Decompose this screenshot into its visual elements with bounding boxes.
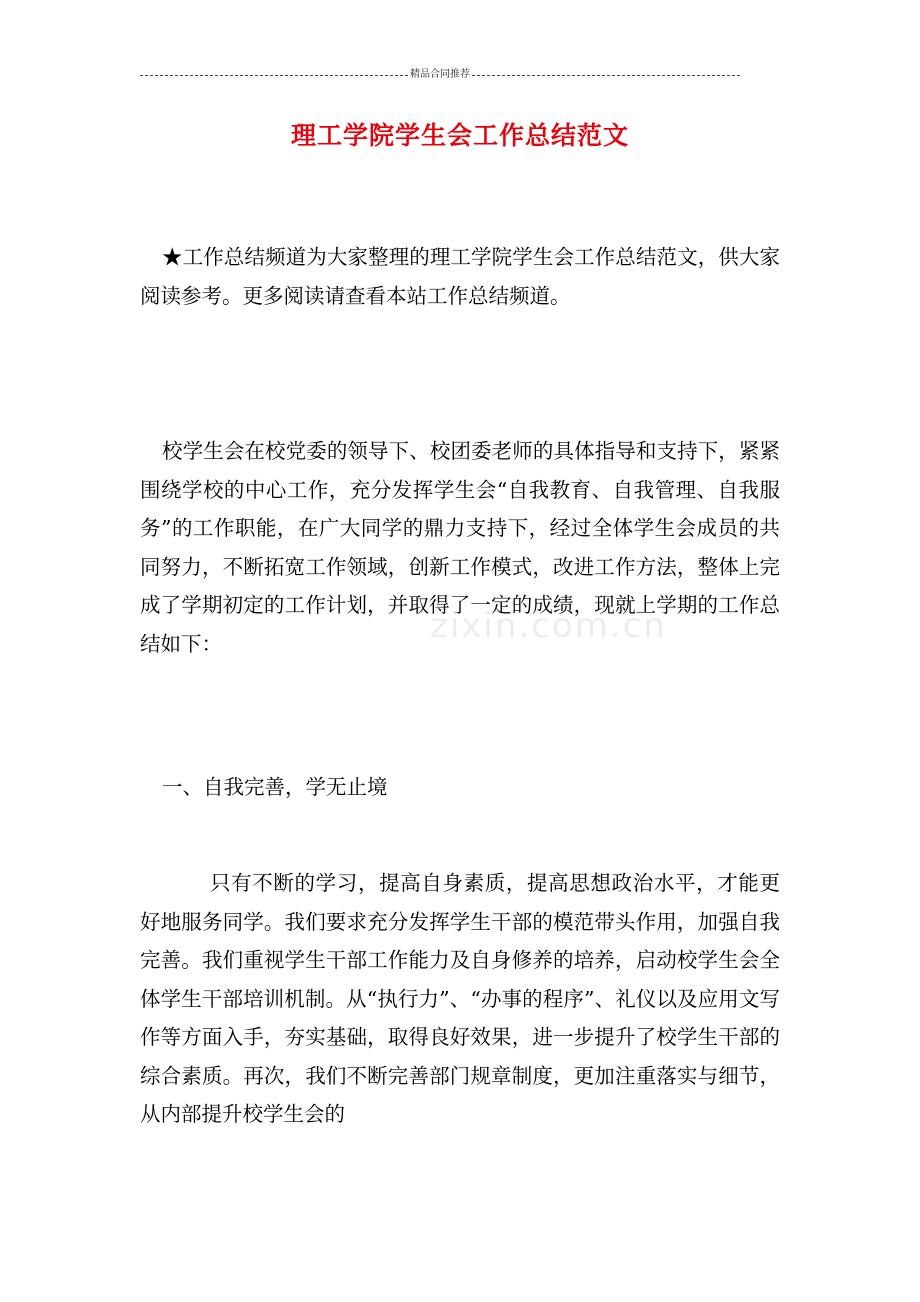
section-heading-1: 一、自我完善，学无止境 — [162, 775, 388, 799]
header-dash-left — [140, 75, 408, 76]
body-paragraph-1: 校学生会在校党委的领导下、校团委老师的具体指导和支持下，紧紧围绕学校的中心工作，充分发挥学生会“自我教育、自我管理、自我服务”的工作职能，在广大同学的鼎力支持下，经过全体学生会成员的共同努力，不断拓宽工作领域，创新工作模式，改进工作方法，整体上完成了学期初定的工作计划，并取得了一定的成绩，现就上学期的工作总结如下： — [140, 439, 780, 656]
intro-paragraph: ★工作总结频道为大家整理的理工学院学生会工作总结范文，供大家阅读参考。更多阅读请查看本站工作总结频道。 — [140, 245, 780, 308]
document-title: 理工学院学生会工作总结范文 — [290, 121, 629, 150]
header-dash-right — [472, 75, 740, 76]
body-paragraph-2: 只有不断的学习，提高自身素质，提高思想政治水平，才能更好地服务同学。我们要求充分发挥学生干部的模范带头作用，加强自我完善。我们重视学生干部工作能力及自身修养的培养，启动校学生会全体学生干部培训机制。从“执行力”、“办事的程序”、礼仪以及应用文写作等方面入手，夯实基础，取得良好效果，进一步提升了校学生干部的综合素质。再次，我们不断完善部门规章制度，更加注重落实与细节，从内部提升校学生会的 — [140, 871, 780, 1126]
watermark: zixin.com.cn — [430, 606, 667, 646]
header-rule — [140, 68, 740, 82]
header-label: 精品合同推荐 — [410, 69, 470, 80]
